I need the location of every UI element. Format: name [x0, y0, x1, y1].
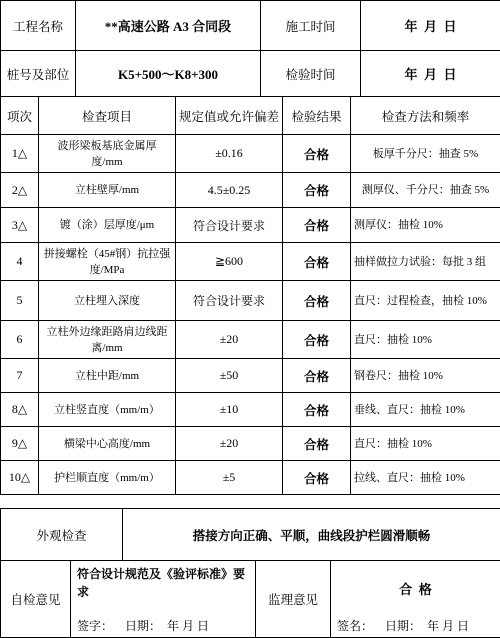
appearance-table [0, 508, 500, 561]
row-method: 抽样做拉力试验：每批 3 组 [351, 243, 500, 281]
row-method: 钢卷尺：抽检 10% [351, 359, 500, 393]
row-spec: ±0.16 [176, 135, 283, 173]
row-no: 8△ [1, 393, 39, 427]
table-row [1, 393, 500, 427]
construct-time-label: 施工时间 [261, 1, 361, 51]
row-method: 拉线、直尺：抽检 10% [351, 461, 500, 495]
row-item: 立柱壁厚/mm [39, 173, 176, 208]
row-result: 合格 [283, 243, 351, 281]
row-spec: ±10 [176, 393, 283, 427]
row-method: 直尺：抽检 10% [351, 427, 500, 461]
col-header-result: 检验结果 [283, 97, 351, 135]
row-spec: ±20 [176, 321, 283, 359]
row-result: 合格 [283, 173, 351, 208]
supervisor-text: 合 格 [331, 579, 500, 598]
table-row [1, 208, 500, 243]
row-result: 合格 [283, 359, 351, 393]
row-item: 横梁中心高度/mm [39, 427, 176, 461]
table-row [1, 461, 500, 495]
row-item: 立柱竖直度（mm/m） [39, 393, 176, 427]
self-check-signature: 签字： 日期： 年 月 日 [77, 617, 209, 634]
col-header-spec: 规定值或允许偏差 [176, 97, 283, 135]
row-no: 10△ [1, 461, 39, 495]
row-result: 合格 [283, 208, 351, 243]
row-no: 2△ [1, 173, 39, 208]
row-no: 4 [1, 243, 39, 281]
row-spec: 符合设计要求 [176, 208, 283, 243]
self-check-label: 自检意见 [1, 561, 71, 638]
header-table [0, 0, 500, 97]
row-no: 3△ [1, 208, 39, 243]
appearance-label: 外观检查 [1, 509, 123, 561]
supervisor-label: 监理意见 [256, 561, 331, 638]
row-no: 9△ [1, 427, 39, 461]
row-result: 合格 [283, 427, 351, 461]
inspect-time-value: 年 月 日 [361, 51, 500, 97]
row-item: 护栏顺直度（mm/m） [39, 461, 176, 495]
row-method: 垂线、直尺：抽检 10% [351, 393, 500, 427]
project-label: 工程名称 [1, 1, 76, 51]
row-method: 直尺：抽检 10% [351, 321, 500, 359]
column-header-row [1, 97, 500, 135]
row-item: 拼接螺栓（45#钢）抗拉强度/MPa [39, 243, 176, 281]
row-method: 测厚仪、千分尺：抽查 5% [351, 173, 500, 208]
table-row [1, 321, 500, 359]
supervisor-cell [331, 561, 500, 638]
row-result: 合格 [283, 393, 351, 427]
row-no: 5 [1, 281, 39, 321]
self-check-text: 符合设计规范及《验评标准》要求 [77, 565, 249, 601]
row-item: 波形梁板基底金属厚度/mm [39, 135, 176, 173]
table-row [1, 243, 500, 281]
construct-time-value: 年 月 日 [361, 1, 500, 51]
row-spec: ±50 [176, 359, 283, 393]
stake-value: K5+500～K8+300 [76, 51, 261, 97]
row-no: 7 [1, 359, 39, 393]
row-result: 合格 [283, 281, 351, 321]
inspection-table [0, 96, 500, 495]
row-spec: ≧600 [176, 243, 283, 281]
supervisor-signature: 签名： 日期： 年 月 日 [337, 617, 469, 634]
project-value: **高速公路 A3 合同段 [76, 1, 261, 51]
appearance-value: 搭接方向正确、平顺，曲线段护栏圆滑顺畅 [123, 509, 500, 561]
row-method: 测厚仪：抽检 10% [351, 208, 500, 243]
table-row [1, 427, 500, 461]
stake-label: 桩号及部位 [1, 51, 76, 97]
row-result: 合格 [283, 461, 351, 495]
row-item: 立柱埋入深度 [39, 281, 176, 321]
opinions-table [0, 560, 500, 638]
self-check-cell [71, 561, 256, 638]
row-spec: ±5 [176, 461, 283, 495]
row-item: 立柱中距/mm [39, 359, 176, 393]
row-item: 立柱外边缘距路肩边线距离/mm [39, 321, 176, 359]
col-header-item: 检查项目 [39, 97, 176, 135]
row-no: 1△ [1, 135, 39, 173]
table-row [1, 281, 500, 321]
row-spec: 符合设计要求 [176, 281, 283, 321]
row-result: 合格 [283, 321, 351, 359]
col-header-no: 项次 [1, 97, 39, 135]
row-spec: 4.5±0.25 [176, 173, 283, 208]
table-row [1, 173, 500, 208]
table-row [1, 359, 500, 393]
row-spec: ±20 [176, 427, 283, 461]
row-no: 6 [1, 321, 39, 359]
row-method: 板厚千分尺：抽查 5% [351, 135, 500, 173]
table-row [1, 135, 500, 173]
row-result: 合格 [283, 135, 351, 173]
row-item: 镀（涂）层厚度/μm [39, 208, 176, 243]
inspect-time-label: 检验时间 [261, 51, 361, 97]
col-header-method: 检查方法和频率 [351, 97, 500, 135]
row-method: 直尺：过程检查，抽检 10% [351, 281, 500, 321]
